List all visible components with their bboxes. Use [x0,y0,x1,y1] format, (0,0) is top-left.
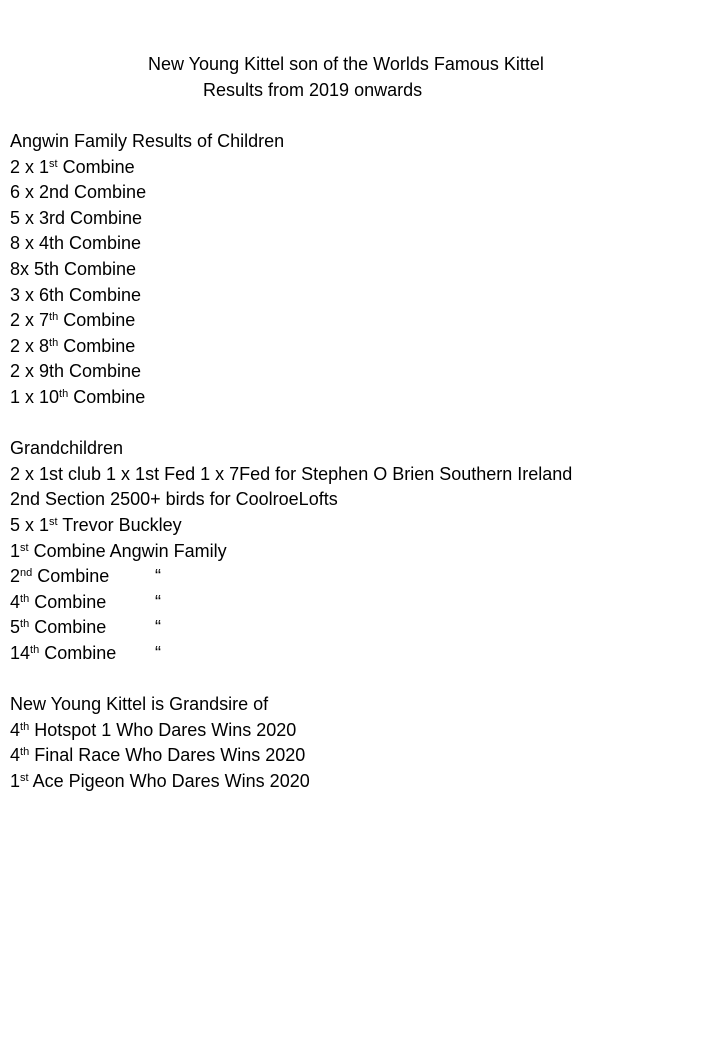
grandsire-item: 4th Hotspot 1 Who Dares Wins 2020 [10,719,297,740]
children-item: 5 x 3rd Combine [10,207,143,228]
grandchildren-item: 5 x 1st Trevor Buckley [10,514,182,535]
children-item: 2 x 8th Combine [10,335,136,356]
children-item: 8 x 4th Combine [10,233,142,254]
children-item: 2 x 9th Combine [10,361,142,382]
children-item: 6 x 2nd Combine [10,182,147,203]
grandchildren-ditto-item: 4th Combine “ [10,590,710,616]
grandsire-item: 4th Final Race Who Dares Wins 2020 [10,745,306,766]
children-item: 2 x 1st Combine [10,156,135,177]
children-heading: Angwin Family Results of Children [10,131,285,151]
children-item: 8x 5th Combine [10,258,137,279]
children-item: 2 x 7th Combine [10,310,136,331]
grandchildren-heading: Grandchildren [10,438,124,459]
ditto-mark: “ [155,591,161,612]
children-item: 3 x 6th Combine [10,284,142,305]
title-line-2: Results from 2019 onwards [203,80,423,100]
grandchildren-ditto-item: 2nd Combine “ [10,564,710,590]
grandchildren-item: 1st Combine Angwin Family [10,540,227,561]
ditto-mark: “ [155,642,161,663]
children-item: 1 x 10th Combine [10,386,146,407]
grandchildren-ditto-item: 14th Combine “ [10,641,710,667]
grandchildren-item: 2nd Section 2500+ birds for CoolroeLofts [10,489,338,510]
document-body [10,129,710,794]
title-line-1: New Young Kittel son of the Worlds Famous Kittel [148,54,544,74]
spacer [10,666,710,692]
ditto-mark: “ [155,566,161,587]
spacer [10,411,710,437]
grandchildren-item: 2 x 1st club 1 x 1st Fed 1 x 7Fed for Stephen O Brien Southern Ireland [10,463,573,484]
ditto-mark: “ [155,617,161,638]
grandchildren-ditto-item: 5th Combine “ [10,615,710,641]
grandsire-item: 1st Ace Pigeon Who Dares Wins 2020 [10,770,310,791]
grandsire-heading: New Young Kittel is Grandsire of [10,694,269,715]
